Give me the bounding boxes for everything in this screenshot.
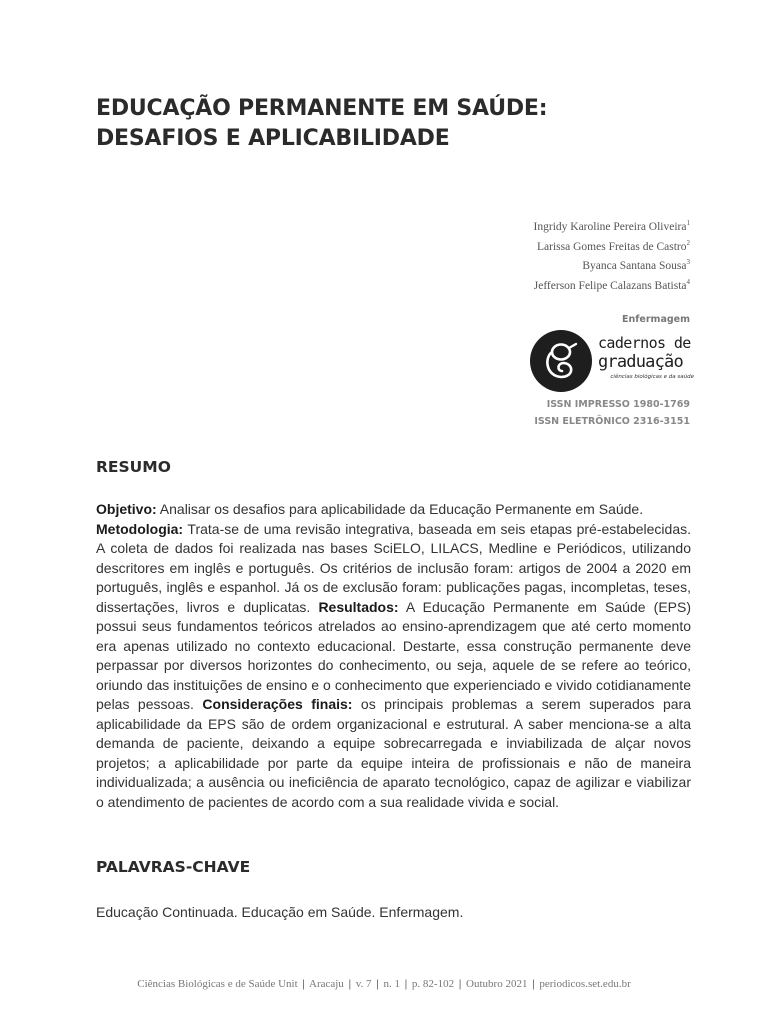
keywords-heading: PALAVRAS-CHAVE bbox=[96, 858, 251, 876]
footer-city: Aracaju bbox=[309, 978, 344, 990]
page-footer bbox=[0, 978, 768, 990]
author-name: Larissa Gomes Freitas de Castro bbox=[537, 240, 687, 253]
results-text: A Educação Permanente em Saúde (EPS) possui seus fundamentos teóricos atrelados ao ensino-aprendizagem que até certo momento era apenas utilizado no contexto educacional. Destarte, essa construção permanente deve perpassar por diversos horizontes do conhecimento, ou seja, aquele de se refere ao teórico, oriundo das instituições de ensino e o conhecimento que experienciado e vivido cotidianamente pelas pessoas. bbox=[96, 598, 691, 712]
subject-area: Enfermagem bbox=[622, 314, 690, 325]
journal-logo-wordmark bbox=[598, 334, 694, 380]
footer-separator: | bbox=[302, 978, 305, 990]
objective-text: Analisar os desafios para aplicabilidade da Educação Permanente em Saúde. bbox=[156, 501, 644, 517]
conclusions-text: os principais problemas a serem superados para aplicabilidade da EPS são de ordem organizacional e estrutural. A saber menciona-se a alta demanda de paciente, deixando a equipe sobrecarregada e inviabilizada de alçar novos projetos; a aplicabilidade por parte da equipe inteira de profissionais e não de maneira individualizada; a ausência ou ineficiência de aparato tecnológico, capaz de agilizar e viabilizar o atendimento de pacientes de acordo com a sua realidade vivida e social. bbox=[96, 696, 691, 810]
author-name: Jefferson Felipe Calazans Batista bbox=[533, 279, 687, 292]
keywords-text: Educação Continuada. Educação em Saúde. Enfermagem. bbox=[96, 904, 464, 920]
author-affiliation-mark: 3 bbox=[686, 258, 690, 267]
footer-separator: | bbox=[404, 978, 408, 990]
abstract-heading: RESUMO bbox=[96, 458, 171, 476]
footer-site[interactable]: periodicos.set.edu.br bbox=[539, 978, 631, 990]
g-monogram-icon bbox=[530, 330, 592, 392]
abstract-body bbox=[96, 500, 691, 812]
footer-separator: | bbox=[532, 978, 535, 990]
footer-volume: v. 7 bbox=[355, 978, 372, 990]
logo-line-1: cadernos de bbox=[598, 334, 691, 352]
author-affiliation-mark: 4 bbox=[686, 277, 690, 286]
author-1 bbox=[534, 218, 690, 238]
footer-number: n. 1 bbox=[383, 978, 400, 990]
title-line-2: DESAFIOS E APLICABILIDADE bbox=[96, 126, 450, 151]
conclusions-label: Considerações finais: bbox=[202, 696, 353, 712]
issn-print: ISSN IMPRESSO 1980-1769 bbox=[546, 399, 690, 410]
objective-label: Objetivo: bbox=[96, 501, 157, 517]
methodology-text: Trata-se de uma revisão integrativa, baseada em seis etapas pré-estabelecidas. A coleta de dados foi realizada nas bases SciELO, LILACS, Medline e Periódicos, utilizando descritores em inglês e português. Os critérios de inclusão foram: artigos de 2004 a 2020 em português, inglês e espanhol. Já os de exclusão foram: publicações pagas, incompletas, teses, dissertações, livros e duplicatas. bbox=[96, 520, 691, 615]
author-3 bbox=[534, 257, 690, 277]
journal-logo-mark bbox=[530, 330, 592, 392]
logo-line-2: graduação bbox=[598, 352, 683, 372]
footer-journal: Ciências Biológicas e de Saúde Unit bbox=[137, 978, 298, 990]
title-line-1: EDUCAÇÃO PERMANENTE EM SAÚDE: bbox=[96, 96, 548, 121]
footer-pages: p. 82-102 bbox=[411, 978, 455, 990]
article-title bbox=[96, 94, 696, 154]
issn-block bbox=[534, 396, 690, 430]
footer-separator: | bbox=[458, 978, 462, 990]
journal-logo bbox=[530, 330, 692, 394]
footer-separator: | bbox=[376, 978, 379, 990]
logo-tagline: ciências biológicas e da saúde bbox=[610, 374, 694, 380]
author-name: Byanca Santana Sousa bbox=[582, 260, 687, 272]
methodology-label: Metodologia: bbox=[96, 520, 184, 537]
author-affiliation-mark: 1 bbox=[686, 219, 690, 228]
author-name: Ingridy Karoline Pereira Oliveira bbox=[533, 221, 687, 233]
issn-electronic: ISSN ELETRÔNICO 2316-3151 bbox=[534, 416, 690, 427]
author-affiliation-mark: 2 bbox=[686, 238, 690, 247]
author-4 bbox=[534, 277, 690, 297]
author-2 bbox=[534, 238, 690, 258]
footer-separator: | bbox=[348, 978, 351, 990]
author-list bbox=[534, 218, 690, 296]
results-label: Resultados: bbox=[318, 598, 399, 615]
footer-date: Outubro 2021 bbox=[466, 978, 528, 990]
